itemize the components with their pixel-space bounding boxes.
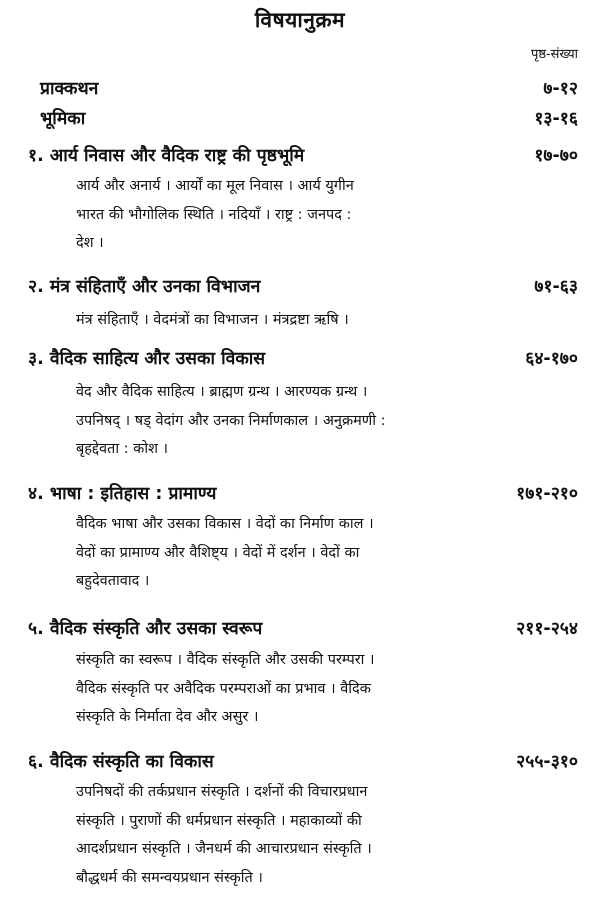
subtopic-line: देश । (76, 235, 104, 251)
chapter-1-subtopics (76, 172, 546, 258)
subtopic-line: वैदिक संस्कृति पर अवैदिक परम्पराओं का प्रभाव । वैदिक (76, 680, 371, 697)
chapter-pages: १७१-२१० (516, 484, 578, 504)
chapter-3-subtopics (76, 378, 546, 464)
subtopic-line: आर्य और अनार्य । आर्यों का मूल निवास । आर्य युगीन (76, 178, 354, 194)
subtopic-line: संस्कृति का स्वरूप । वैदिक संस्कृति और उसकी परम्परा । (76, 652, 375, 668)
subtopic-line: उपनिषद् । षड् वेदांग और उनका निर्माणकाल । अनुक्रमणी : (76, 412, 386, 429)
subtopic-line: संस्कृति । पुराणों की धर्मप्रधान संस्कृति । महाकाव्यों की (76, 812, 362, 829)
chapter-4-subtopics (76, 510, 546, 596)
toc-entry-pages: १३-१६ (534, 109, 578, 129)
subtopic-line: वेदों का प्रामाण्य और वैशिष्ट्य । वेदों में दर्शन । वेदों का (76, 544, 360, 561)
chapter-pages: १७-७० (534, 146, 578, 166)
chapter-title: ४. भाषा : इतिहास : प्रामाण्य (28, 484, 217, 504)
subtopic-line: वैदिक भाषा और उसका विकास । वेदों का निर्माण काल । (76, 516, 374, 532)
chapter-title: २. मंत्र संहिताएँ और उनका विभाजन (28, 277, 261, 297)
chapter-title: ६. वैदिक संस्कृति का विकास (28, 752, 214, 772)
chapter-title: १. आर्य निवास और वैदिक राष्ट्र की पृष्ठभूमि (28, 146, 305, 166)
chapter-pages: ७१-६३ (534, 277, 578, 297)
chapter-2-subtopics (76, 306, 546, 335)
chapter-5-subtopics (76, 646, 546, 732)
page-number-column-header: पृष्ठ-संख्या (530, 47, 578, 62)
chapter-title: ५. वैदिक संस्कृति और उसका स्वरूप (28, 619, 263, 639)
subtopic-line: संस्कृति के निर्माता देव और असुर । (76, 709, 259, 725)
toc-entry-title: भूमिका (40, 109, 86, 129)
chapter-pages: ६४-१७० (525, 349, 578, 369)
toc-entry-title: प्राक्कथन (40, 79, 99, 99)
subtopic-line: बौद्धधर्म की समन्वयप्रधान संस्कृति । (76, 869, 263, 886)
subtopic-line: उपनिषदों की तर्कप्रधान संस्कृति । दर्शनों की विचारप्रधान (76, 784, 368, 800)
subtopic-line: बहुदेवतावाद । (76, 573, 150, 589)
subtopic-line: भारत की भौगोलिक स्थिति । नदियाँ । राष्ट्र : जनपद : (76, 206, 352, 223)
subtopic-line: मंत्र संहिताएँ । वेदमंत्रों का विभाजन । मंत्रद्रष्टा ऋषि । (76, 312, 349, 328)
chapter-title: ३. वैदिक साहित्य और उसका विकास (28, 349, 266, 369)
chapter-pages: २११-२५४ (516, 619, 578, 639)
subtopic-line: वेद और वैदिक साहित्य । ब्राह्मण ग्रन्थ । आरण्यक ग्रन्थ । (76, 384, 368, 400)
chapter-pages: २५५-३१० (516, 752, 578, 772)
toc-entry-pages: ७-१२ (543, 79, 578, 99)
chapter-6-subtopics (76, 778, 546, 892)
page-title: विषयानुक्रम (254, 8, 346, 32)
subtopic-line: आदर्शप्रधान संस्कृति । जैनधर्म की आचारप्रधान संस्कृति । (76, 841, 372, 857)
subtopic-line: बृहद्देवता : कोश । (76, 441, 169, 457)
